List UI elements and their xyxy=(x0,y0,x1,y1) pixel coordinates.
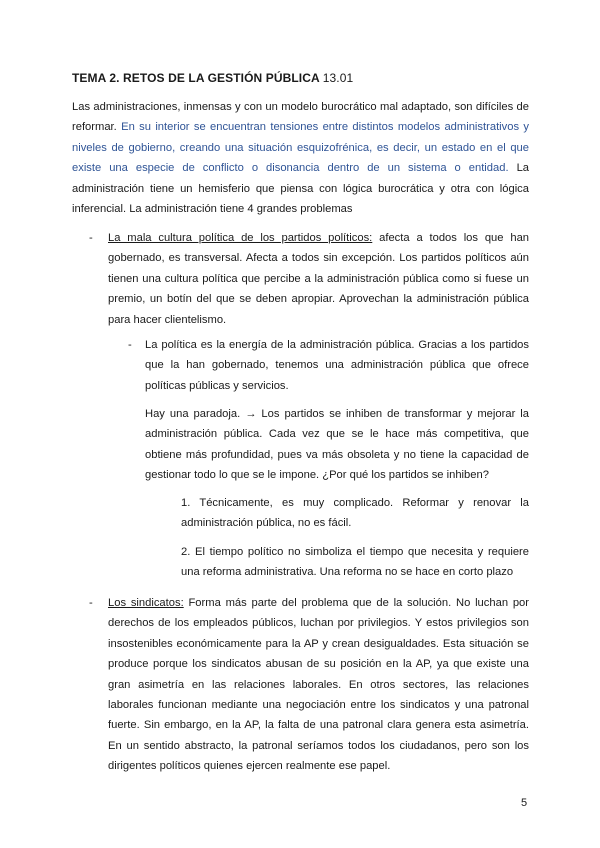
sub1-paragraph xyxy=(145,335,529,396)
page-title xyxy=(72,71,353,85)
problem1-heading: La mala cultura política de los partidos políticos: xyxy=(108,232,373,244)
intro-lead: Las administraciones, inmensas y con un modelo burocrático mal adaptado, son difíciles de reformar. xyxy=(72,101,529,134)
reason1-text: 1. Técnicamente, es muy complicado. Reformar y renovar la administración pública, no es fácil. xyxy=(181,497,529,530)
page-number: 5 xyxy=(521,797,528,809)
bullet-dash: - xyxy=(128,339,132,351)
problem2-paragraph xyxy=(108,593,529,777)
bullet-dash: - xyxy=(89,232,93,244)
title-main: TEMA 2. RETOS DE LA GESTIÓN PÚBLICA xyxy=(72,71,320,85)
reason1-paragraph xyxy=(181,493,529,534)
sub1-text: La política es la energía de la administración pública. Gracias a los partidos que la han gobernado, tenemos una administración pública que ofrece políticas públicas y servicios. xyxy=(145,339,529,392)
intro-highlight: En su interior se encuentran tensiones entre distintos modelos administrativos y niveles de gobierno, creando una situación esquizofrénica, es decir, un estado en el que existe una especie de conflicto o disonancia dentro de un sistema o entidad. xyxy=(72,121,530,175)
problem2-text: Forma más parte del problema que de la solución. No luchan por derechos de los empleados públicos, luchan por privilegios. Y estos privilegios son insostenibles económicamente para la AP y crean desigualdades. Esta situación se produce porque los sindicatos abusan de su posición en la AP, ya que existe una gran asimetría en las relaciones laborales. En otros sectores, las relaciones laborales funcionan mediante una negociación entre los sindicatos y una patronal fuerte. Sin embargo, en la AP, la falta de una patronal clara genera esta asimetría. En un sentido abstracto, la patronal seríamos todos los ciudadanos, pero son los dirigentes políticos quienes ejercen realmente ese papel. xyxy=(108,597,529,773)
problem2-heading: Los sindicatos: xyxy=(108,597,184,609)
paradox-text: Hay una paradoja. → Los partidos se inhiben de transformar y mejorar la administración pública. Cada vez que se le hace más competitiva, que obtiene más profundidad, pues va más obsoleta y no tiene la capacidad de gestionar todo lo que se le impone. ¿Por qué los partidos se inhiben? xyxy=(145,408,529,482)
reason2-text: 2. El tiempo político no simboliza el tiempo que necesita y requiere una reforma administrativa. Una reforma no se hace en corto plazo xyxy=(181,546,529,579)
intro-paragraph xyxy=(72,97,529,219)
intro-rest: La administración tiene un hemisferio que piensa con lógica burocrática y otra con lógica inferencial. La administración tiene 4 grandes problemas xyxy=(72,162,530,216)
bullet-dash: - xyxy=(89,597,93,609)
paradox-paragraph xyxy=(145,404,529,486)
reason2-paragraph xyxy=(181,542,529,583)
problem1-paragraph xyxy=(108,228,529,330)
problem1-text: afecta a todos los que han gobernado, es transversal. Afecta a todos sin excepción. Los partidos políticos aún tienen una cultura política que percibe a la administración pública como si fuese un premio, un botín del que se deben apropiar. Aprovechan la administración pública para hacer clientelismo. xyxy=(108,232,530,326)
title-date: 13.01 xyxy=(322,71,354,85)
